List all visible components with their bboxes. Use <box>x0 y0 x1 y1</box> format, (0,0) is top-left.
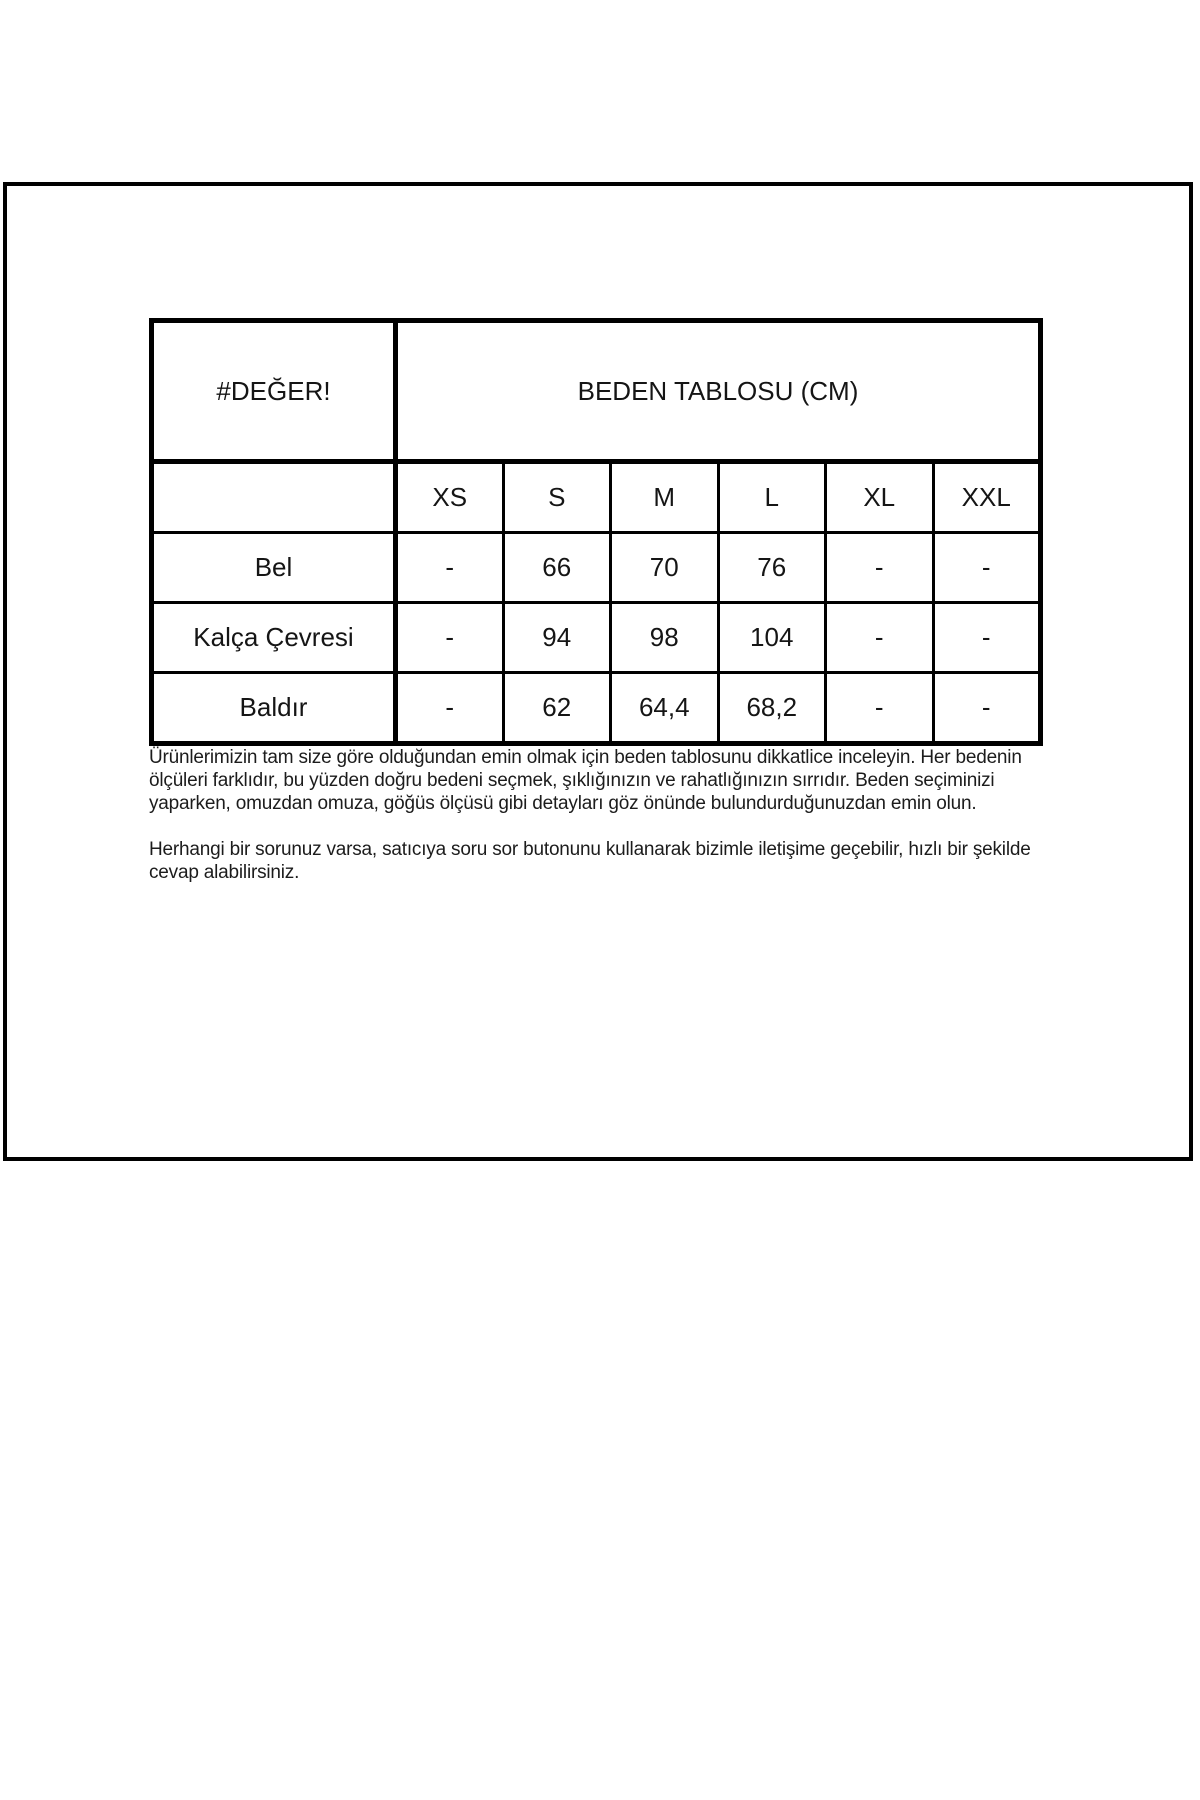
cell-value: - <box>933 533 1041 603</box>
cell-value: 98 <box>611 603 719 673</box>
cell-value: - <box>933 603 1041 673</box>
size-header-xs: XS <box>396 462 504 533</box>
cell-value: 62 <box>503 673 611 744</box>
size-header-l: L <box>718 462 826 533</box>
table-row-baldir <box>152 673 1041 744</box>
row-label: Baldır <box>152 673 396 744</box>
corner-empty-cell <box>152 462 396 533</box>
cell-value: - <box>826 603 934 673</box>
size-chart-table <box>149 318 1043 746</box>
table-row-bel <box>152 533 1041 603</box>
error-value-cell: #DEĞER! <box>152 321 396 462</box>
note-paragraph-sizing: Ürünlerimizin tam size göre olduğundan emin olmak için beden tablosunu dikkatlice inceleyin. Her bedenin ölçüleri farklıdır, bu yüzden doğru bedeni seçmek, şıklığınızın ve rahatlığınızın sırrıdır. Beden seçiminizi yaparken, omuzdan omuza, göğüs ölçüsü gibi detayları göz önünde bulundurduğunuzdan emin olun. <box>149 747 1022 814</box>
cell-value: - <box>396 533 504 603</box>
cell-value: 76 <box>718 533 826 603</box>
cell-value: 64,4 <box>611 673 719 744</box>
cell-value: - <box>826 673 934 744</box>
cell-value: 66 <box>503 533 611 603</box>
size-chart-notes <box>149 746 1055 907</box>
table-row-kalca-cevresi <box>152 603 1041 673</box>
size-header-s: S <box>503 462 611 533</box>
content-frame <box>3 182 1193 1161</box>
size-header-m: M <box>611 462 719 533</box>
cell-value: 94 <box>503 603 611 673</box>
cell-value: - <box>396 603 504 673</box>
cell-value: 104 <box>718 603 826 673</box>
cell-value: 68,2 <box>718 673 826 744</box>
cell-value: - <box>933 673 1041 744</box>
size-header-row <box>152 462 1041 533</box>
table-title: BEDEN TABLOSU (CM) <box>396 321 1041 462</box>
cell-value: - <box>826 533 934 603</box>
size-header-xl: XL <box>826 462 934 533</box>
size-header-xxl: XXL <box>933 462 1041 533</box>
table-title-row <box>152 321 1041 462</box>
cell-value: - <box>396 673 504 744</box>
cell-value: 70 <box>611 533 719 603</box>
note-paragraph-contact: Herhangi bir sorunuz varsa, satıcıya soru sor butonunu kullanarak bizimle iletişime geçebilir, hızlı bir şekilde cevap alabilirsiniz. <box>149 839 1031 883</box>
row-label: Kalça Çevresi <box>152 603 396 673</box>
row-label: Bel <box>152 533 396 603</box>
